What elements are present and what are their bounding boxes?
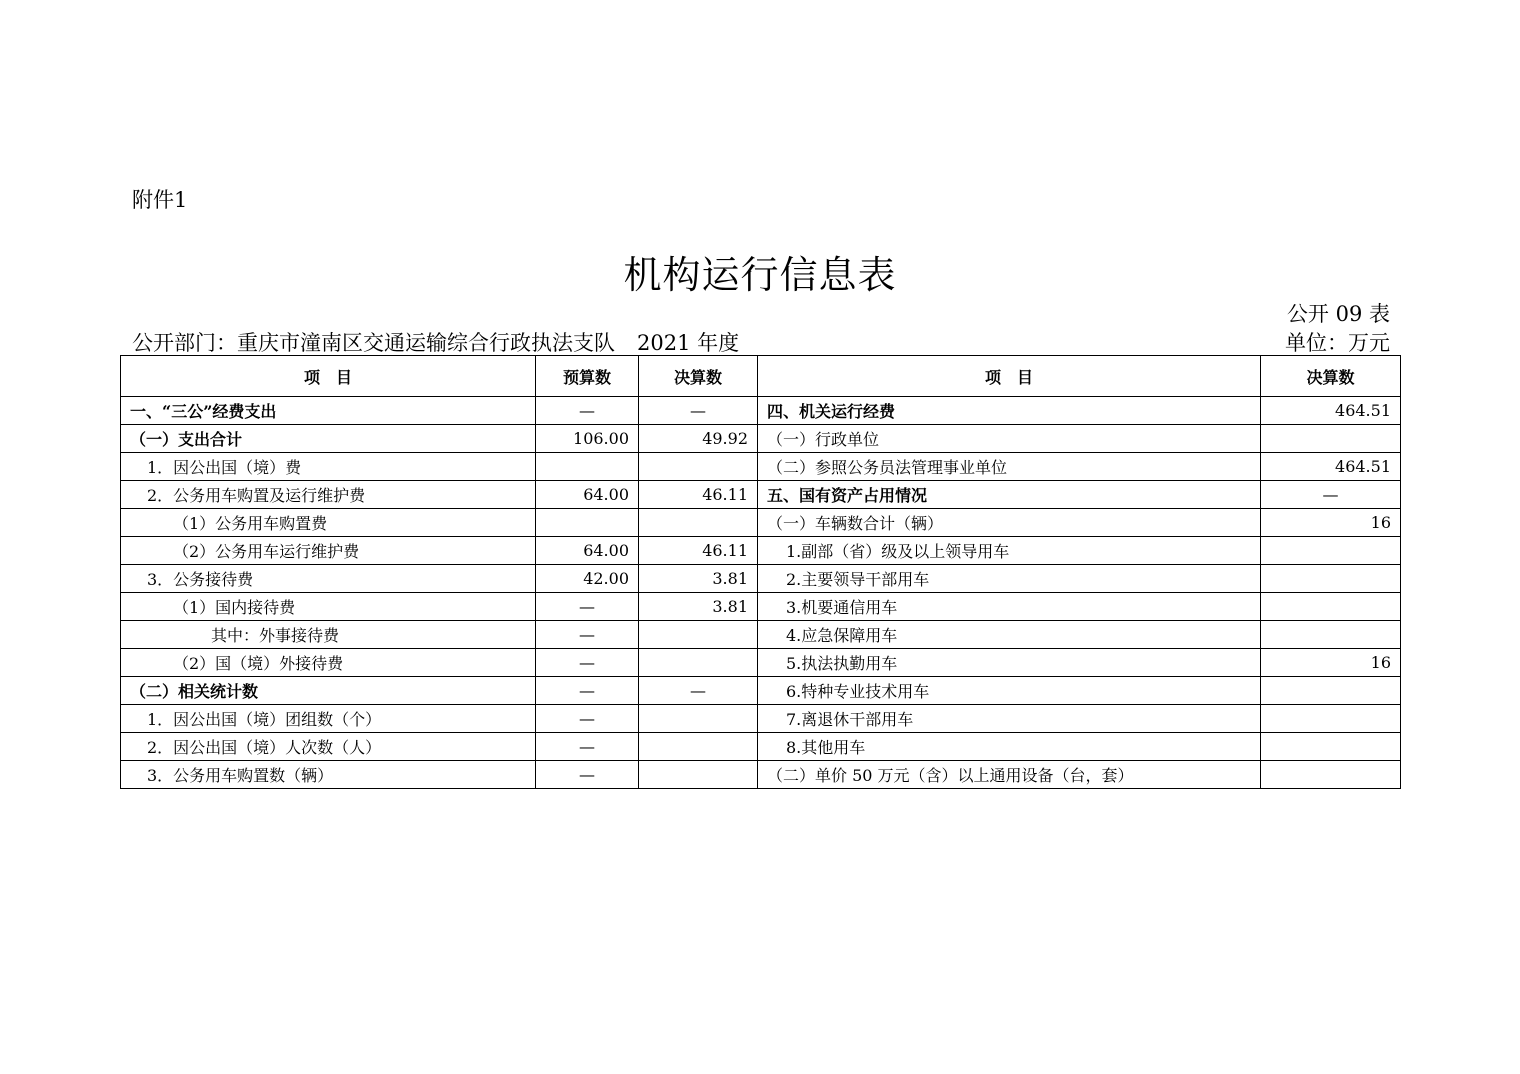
left-item: （二）相关统计数	[121, 677, 536, 705]
left-item: （1）国内接待费	[121, 593, 536, 621]
left-budget: —	[536, 397, 639, 425]
right-final	[1261, 565, 1401, 593]
header-left-final: 决算数	[639, 356, 758, 397]
left-final	[639, 761, 758, 789]
left-budget: —	[536, 649, 639, 677]
unit-label: 单位：万元	[1285, 331, 1390, 355]
left-budget: —	[536, 593, 639, 621]
header-right-item: 项 目	[758, 356, 1261, 397]
left-final: 46.11	[639, 481, 758, 509]
right-final: 464.51	[1261, 397, 1401, 425]
left-final: 3.81	[639, 593, 758, 621]
department-name: 公开部门：重庆市潼南区交通运输综合行政执法支队	[132, 331, 615, 355]
table-row	[121, 425, 1401, 453]
header-left-budget: 预算数	[536, 356, 639, 397]
table-row	[121, 705, 1401, 733]
left-budget: —	[536, 621, 639, 649]
left-final	[639, 621, 758, 649]
right-final: 464.51	[1261, 453, 1401, 481]
right-item: 五、国有资产占用情况	[758, 481, 1261, 509]
left-item: （2）公务用车运行维护费	[121, 537, 536, 565]
right-item: （一）行政单位	[758, 425, 1261, 453]
left-item: 2．公务用车购置及运行维护费	[121, 481, 536, 509]
left-final: —	[639, 397, 758, 425]
right-item: 1.副部（省）级及以上领导用车	[758, 537, 1261, 565]
right-item: 7.离退休干部用车	[758, 705, 1261, 733]
right-final	[1261, 761, 1401, 789]
table-row	[121, 537, 1401, 565]
right-item: （一）车辆数合计（辆）	[758, 509, 1261, 537]
page-title: 机构运行信息表	[623, 253, 897, 297]
right-item: 4.应急保障用车	[758, 621, 1261, 649]
table-code: 公开 09 表	[1286, 302, 1390, 326]
attachment-label: 附件1	[132, 188, 188, 212]
left-budget: 42.00	[536, 565, 639, 593]
table-row	[121, 481, 1401, 509]
table-row	[121, 453, 1401, 481]
left-item: 1．因公出国（境）团组数（个）	[121, 705, 536, 733]
header-left-item: 项 目	[121, 356, 536, 397]
table-row	[121, 509, 1401, 537]
right-final	[1261, 705, 1401, 733]
left-final: 3.81	[639, 565, 758, 593]
table-row	[121, 397, 1401, 425]
right-item: （二）单价 50 万元（含）以上通用设备（台，套）	[758, 761, 1261, 789]
department-line	[132, 327, 739, 357]
right-final: 16	[1261, 649, 1401, 677]
right-item: 5.执法执勤用车	[758, 649, 1261, 677]
right-final	[1261, 425, 1401, 453]
left-item: 其中：外事接待费	[121, 621, 536, 649]
left-final	[639, 509, 758, 537]
left-final: 49.92	[639, 425, 758, 453]
right-final	[1261, 621, 1401, 649]
left-final: —	[639, 677, 758, 705]
left-budget: —	[536, 677, 639, 705]
left-final	[639, 705, 758, 733]
left-budget: —	[536, 761, 639, 789]
left-item: （1）公务用车购置费	[121, 509, 536, 537]
right-final: 16	[1261, 509, 1401, 537]
right-final	[1261, 733, 1401, 761]
header-row	[121, 356, 1401, 397]
right-item: 3.机要通信用车	[758, 593, 1261, 621]
table-row	[121, 565, 1401, 593]
table-row	[121, 621, 1401, 649]
left-budget: 106.00	[536, 425, 639, 453]
info-table	[120, 355, 1401, 789]
right-item: 6.特种专业技术用车	[758, 677, 1261, 705]
left-budget: 64.00	[536, 481, 639, 509]
right-final: —	[1261, 481, 1401, 509]
right-item: （二）参照公务员法管理事业单位	[758, 453, 1261, 481]
table-row	[121, 649, 1401, 677]
right-item: 2.主要领导干部用车	[758, 565, 1261, 593]
table-row	[121, 761, 1401, 789]
left-item: 1．因公出国（境）费	[121, 453, 536, 481]
left-final	[639, 733, 758, 761]
left-item: 2．因公出国（境）人次数（人）	[121, 733, 536, 761]
left-budget	[536, 453, 639, 481]
left-final	[639, 649, 758, 677]
report-year: 2021 年度	[637, 331, 740, 355]
left-item: （一）支出合计	[121, 425, 536, 453]
right-item: 四、机关运行经费	[758, 397, 1261, 425]
left-budget: 64.00	[536, 537, 639, 565]
left-final: 46.11	[639, 537, 758, 565]
left-budget: —	[536, 733, 639, 761]
left-item: 3．公务接待费	[121, 565, 536, 593]
right-final	[1261, 537, 1401, 565]
header-right-final: 决算数	[1261, 356, 1401, 397]
left-budget: —	[536, 705, 639, 733]
left-item: （2）国（境）外接待费	[121, 649, 536, 677]
right-item: 8.其他用车	[758, 733, 1261, 761]
right-final	[1261, 677, 1401, 705]
table-row	[121, 593, 1401, 621]
right-final	[1261, 593, 1401, 621]
left-budget	[536, 509, 639, 537]
left-item: 3．公务用车购置数（辆）	[121, 761, 536, 789]
table-row	[121, 677, 1401, 705]
left-final	[639, 453, 758, 481]
table-row	[121, 733, 1401, 761]
left-item: 一、“三公”经费支出	[121, 397, 536, 425]
